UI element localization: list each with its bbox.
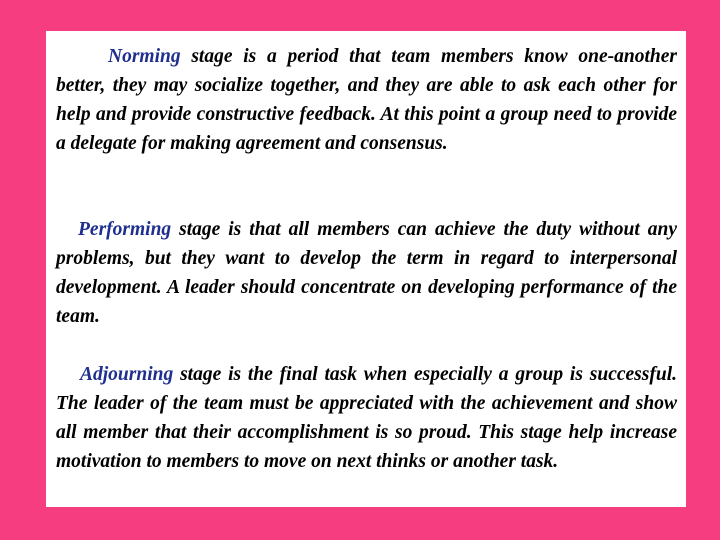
norming-description: stage is a period that team members know one-another better, they may socialize together, and they are able to ask each other for help and provide constructive feedback. At this point a group need to provide a delegate for making agreement and consensus. — [56, 46, 677, 154]
norming-paragraph — [56, 42, 677, 158]
performing-paragraph — [56, 215, 677, 331]
slide-card — [46, 31, 686, 507]
performing-term: Performing — [78, 219, 172, 240]
performing-description: stage is that all members can achieve the duty without any problems, but they want to develop the term in regard to interpersonal development. A leader should concentrate on developing performance of the team. — [56, 219, 677, 327]
adjourning-paragraph — [56, 360, 677, 476]
adjourning-description: stage is the final task when especially a group is successful. The leader of the team must be appreciated with the achievement and show all member that their accomplishment is so proud. This stage help increase motivation to members to move on next thinks or another task. — [56, 364, 677, 472]
adjourning-term: Adjourning — [80, 364, 174, 385]
norming-term: Norming — [108, 46, 181, 67]
